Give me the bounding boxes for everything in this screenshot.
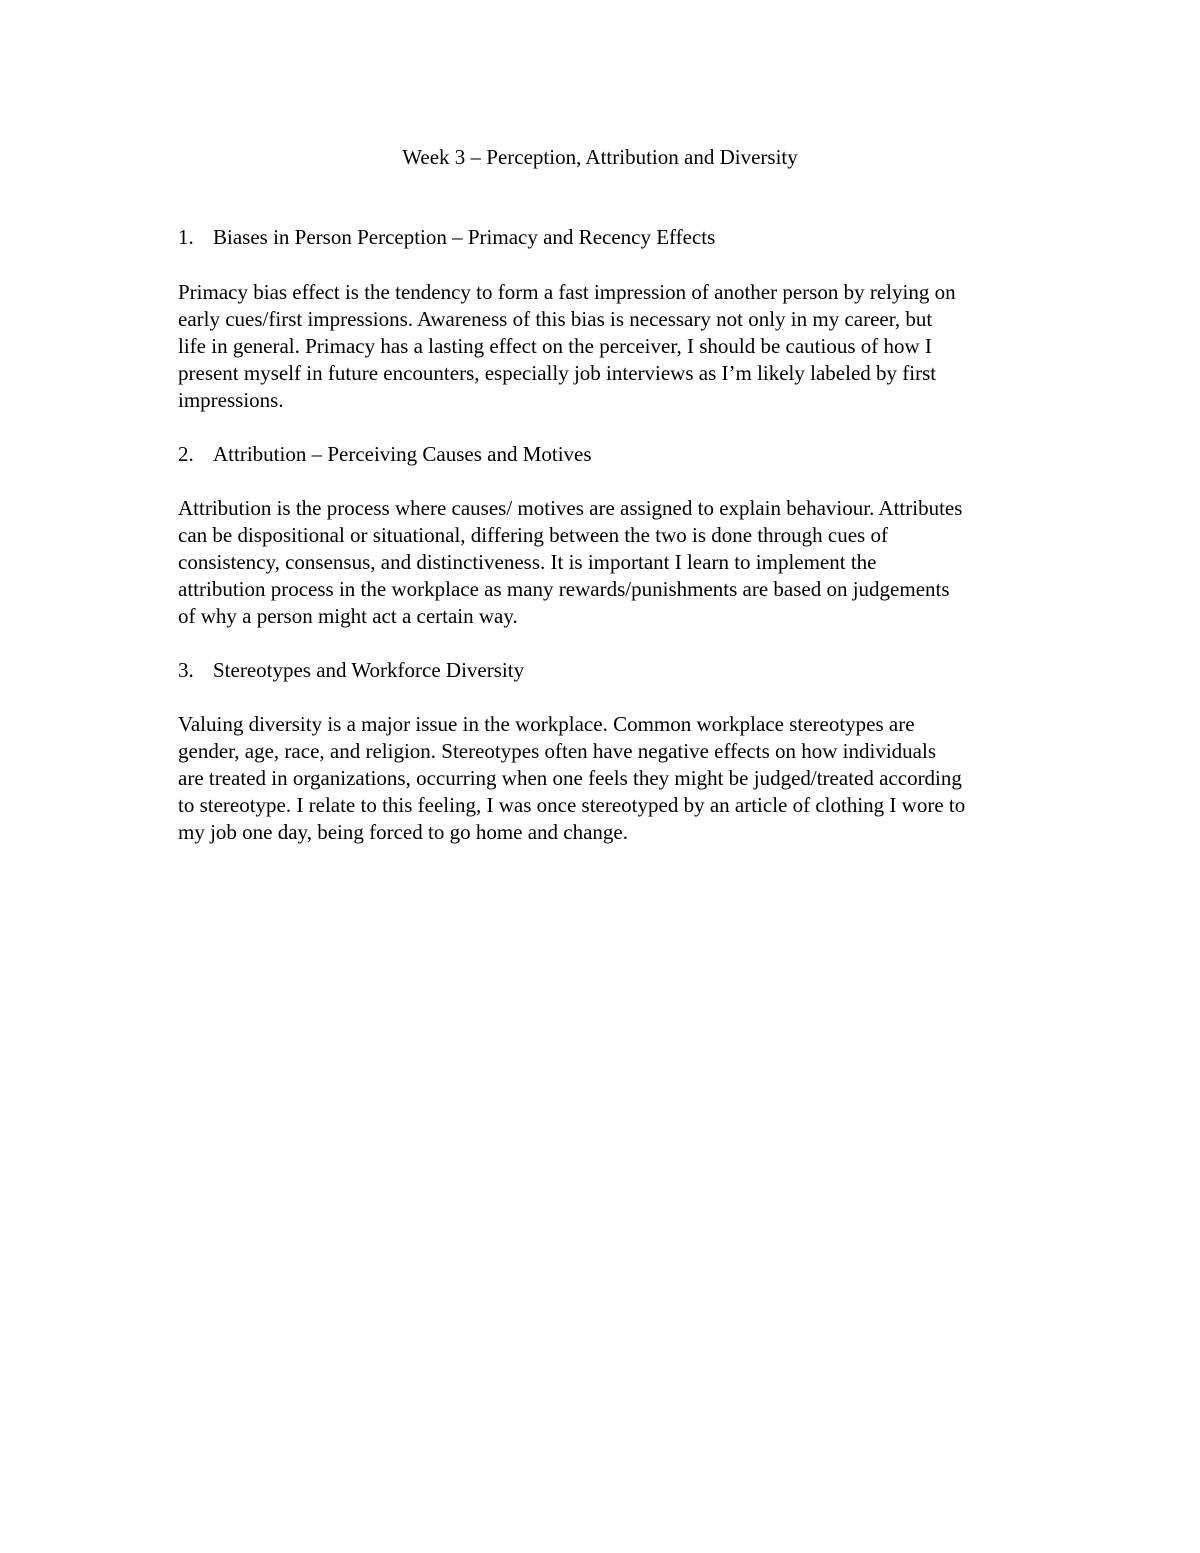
section-paragraph-3 (178, 711, 1068, 846)
section-heading-1 (178, 223, 715, 251)
paragraph-line: gender, age, race, and religion. Stereotypes often have negative effects on how individuals (178, 739, 936, 763)
section-paragraph-1 (178, 279, 1068, 414)
section-heading-3 (178, 656, 524, 684)
section-heading-text: Attribution – Perceiving Causes and Motives (213, 442, 592, 466)
section-heading-text: Stereotypes and Workforce Diversity (213, 658, 525, 682)
section-number: 3. (178, 658, 194, 682)
paragraph-line: attribution process in the workplace as many rewards/punishments are based on judgements (178, 577, 950, 601)
section-number: 2. (178, 442, 194, 466)
paragraph-line: Primacy bias effect is the tendency to form a fast impression of another person by relying on (178, 280, 956, 304)
paragraph-line: Attribution is the process where causes/ motives are assigned to explain behaviour. Attributes (178, 496, 963, 520)
paragraph-line: can be dispositional or situational, differing between the two is done through cues of (178, 523, 888, 547)
paragraph-line: life in general. Primacy has a lasting effect on the perceiver, I should be cautious of how I (178, 334, 932, 358)
section-number: 1. (178, 225, 194, 249)
section-paragraph-2 (178, 495, 1068, 630)
section-heading-text: Biases in Person Perception – Primacy and Recency Effects (213, 225, 716, 249)
paragraph-line: are treated in organizations, occurring when one feels they might be judged/treated according (178, 766, 962, 790)
paragraph-line: Valuing diversity is a major issue in the workplace. Common workplace stereotypes are (178, 712, 915, 736)
section-heading-2 (178, 440, 592, 468)
document-title: Week 3 – Perception, Attribution and Diversity (402, 145, 798, 169)
paragraph-line: early cues/first impressions. Awareness of this bias is necessary not only in my career, but (178, 307, 933, 331)
paragraph-line: to stereotype. I relate to this feeling, I was once stereotyped by an article of clothing I wore to (178, 793, 966, 817)
paragraph-line: of why a person might act a certain way. (178, 604, 518, 628)
paragraph-line: present myself in future encounters, especially job interviews as I’m likely labeled by first (178, 361, 937, 385)
paragraph-line: my job one day, being forced to go home and change. (178, 820, 629, 844)
paragraph-line: consistency, consensus, and distinctiveness. It is important I learn to implement the (178, 550, 877, 574)
paragraph-line: impressions. (178, 388, 284, 412)
